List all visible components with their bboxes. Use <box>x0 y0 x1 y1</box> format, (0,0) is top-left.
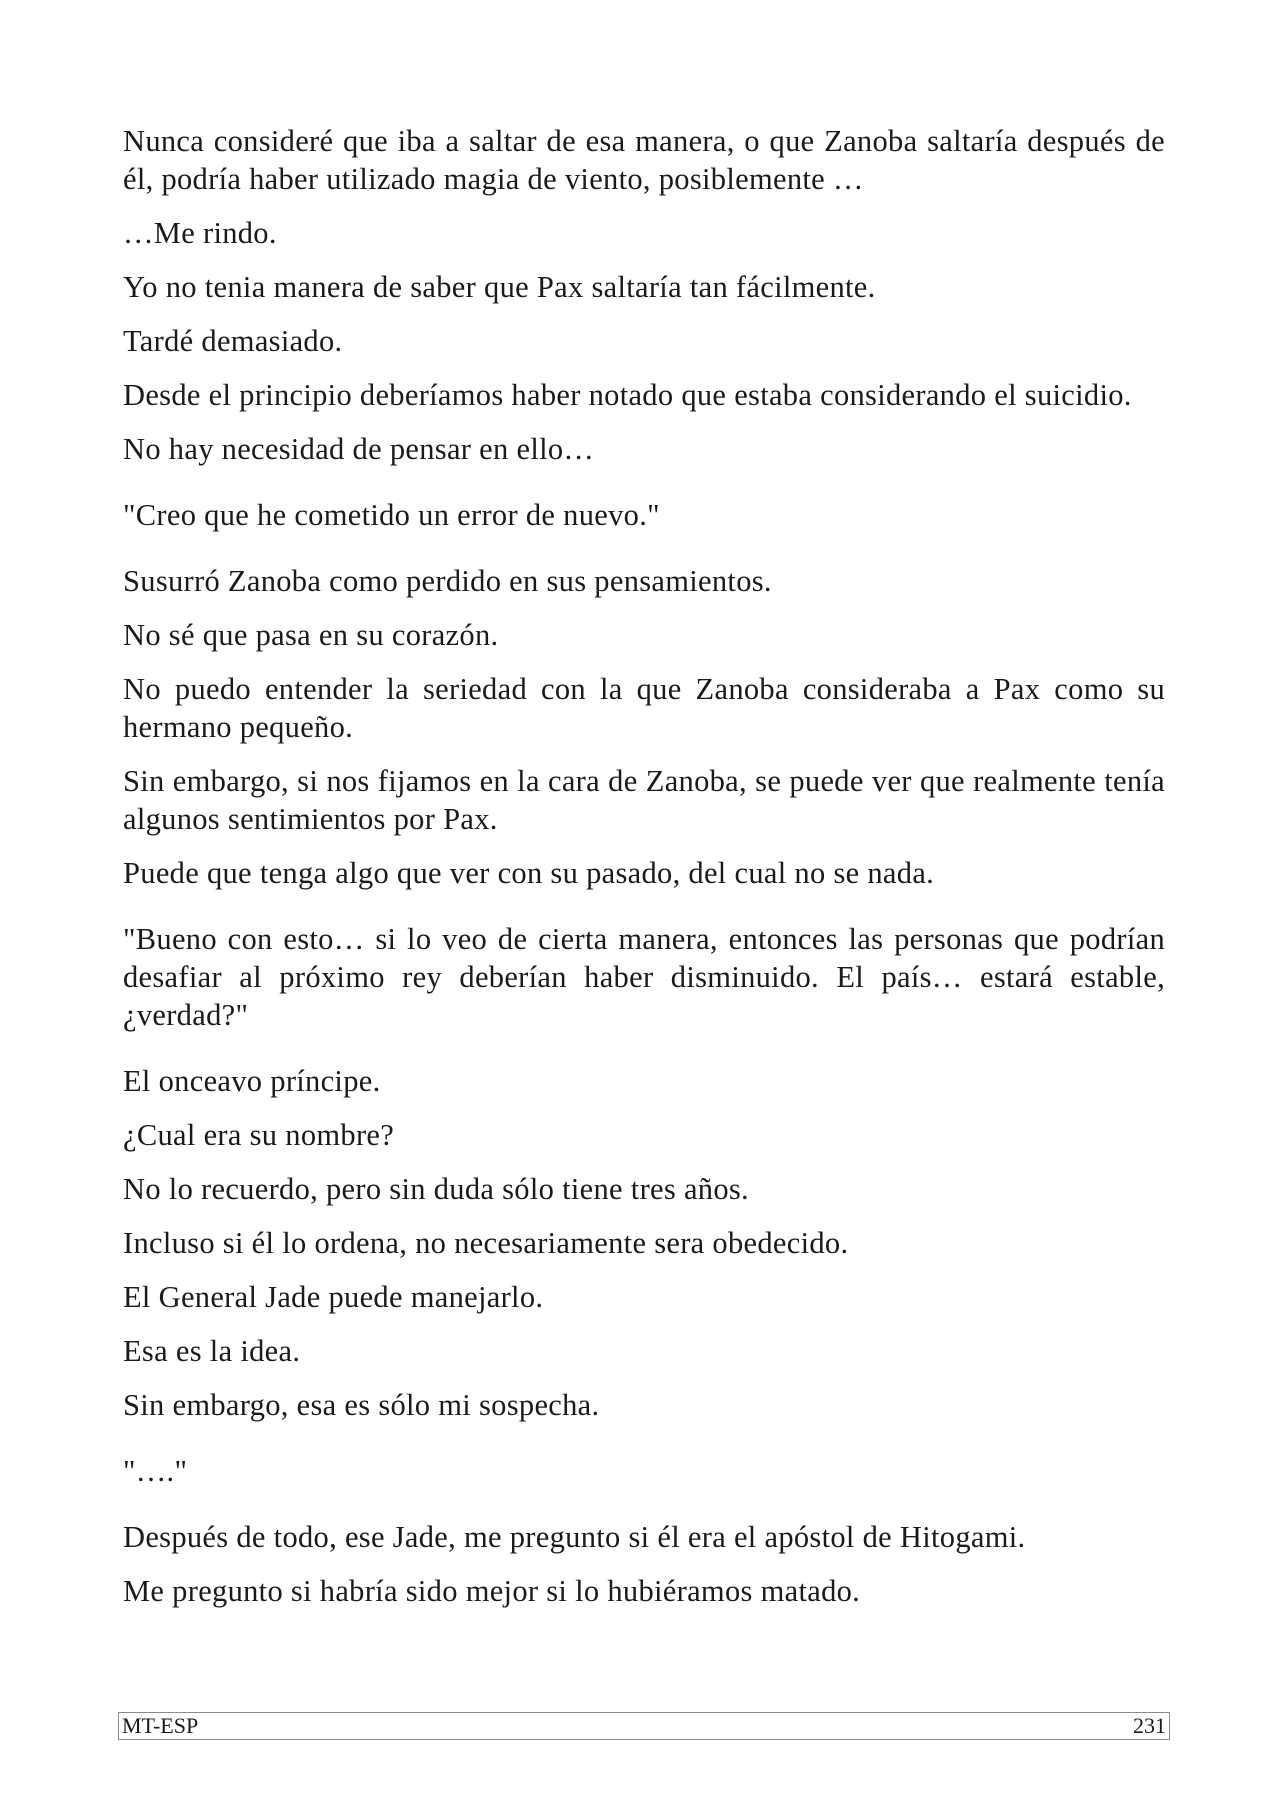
paragraph: Desde el principio deberíamos haber notado que estaba considerando el suicidio. <box>123 378 1132 412</box>
footer-label: MT-ESP <box>122 1713 199 1738</box>
dialogue-paragraph: "Bueno con esto… si lo veo de cierta manera, entonces las personas que podrían desafiar al próximo rey deberían haber disminuido. El país… estará estable, ¿verdad?" <box>123 922 1165 1032</box>
paragraph: Me pregunto si habría sido mejor si lo hubiéramos matado. <box>123 1574 861 1608</box>
paragraph: No sé que pasa en su corazón. <box>123 618 499 652</box>
dialogue-paragraph: "…." <box>123 1454 188 1488</box>
paragraph: Tardé demasiado. <box>123 324 343 358</box>
paragraph: ¿Cual era su nombre? <box>123 1118 395 1152</box>
paragraph: El onceavo príncipe. <box>123 1064 381 1098</box>
paragraph: Esa es la idea. <box>123 1334 301 1368</box>
page-body <box>123 122 1165 1626</box>
paragraph: Susurró Zanoba como perdido en sus pensamientos. <box>123 564 772 598</box>
paragraph: …Me rindo. <box>123 216 277 250</box>
paragraph: No lo recuerdo, pero sin duda sólo tiene tres años. <box>123 1172 749 1206</box>
paragraph: No puedo entender la seriedad con la que Zanoba consideraba a Pax como su hermano pequeño. <box>123 672 1165 744</box>
page-footer <box>118 1712 1170 1740</box>
paragraph: Nunca consideré que iba a saltar de esa manera, o que Zanoba saltaría después de él, podría haber utilizado magia de viento, posiblemente … <box>123 124 1165 196</box>
dialogue-paragraph: "Creo que he cometido un error de nuevo." <box>123 498 660 532</box>
paragraph: Yo no tenia manera de saber que Pax saltaría tan fácilmente. <box>123 270 876 304</box>
paragraph: No hay necesidad de pensar en ello… <box>123 432 595 466</box>
paragraph: Incluso si él lo ordena, no necesariamente sera obedecido. <box>123 1226 849 1260</box>
paragraph: Sin embargo, esa es sólo mi sospecha. <box>123 1388 600 1422</box>
paragraph: Después de todo, ese Jade, me pregunto si él era el apóstol de Hitogami. <box>123 1520 1026 1554</box>
paragraph: Sin embargo, si nos fijamos en la cara de Zanoba, se puede ver que realmente tenía algunos sentimientos por Pax. <box>123 764 1165 836</box>
page-number: 231 <box>1133 1713 1166 1738</box>
paragraph: Puede que tenga algo que ver con su pasado, del cual no se nada. <box>123 856 935 890</box>
paragraph: El General Jade puede manejarlo. <box>123 1280 544 1314</box>
